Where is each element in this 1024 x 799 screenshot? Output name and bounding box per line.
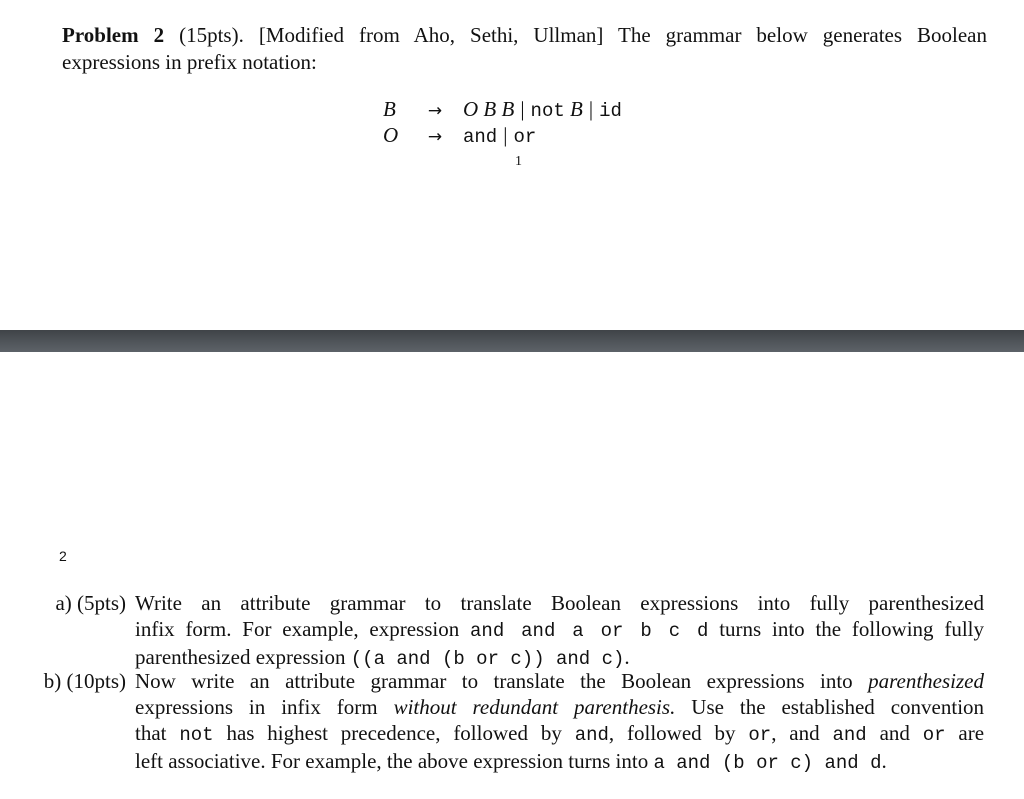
- part-a-label: a) (5pts): [55, 591, 126, 615]
- grammar-rule-b: B → O B B | not B | id: [383, 97, 622, 122]
- produces-arrow: →: [427, 127, 443, 147]
- page-number: 2: [59, 548, 67, 564]
- problem-statement: [62, 22, 987, 76]
- grammar-rule-o: O → and | or: [383, 123, 537, 148]
- part-b-body: Now write an attribute grammar to translate the Boolean expressions into parenthesized expressions in infix form without redundant parenthesis. Use the established convention that not has highest precedence, followed by and, followed by or, and and and or are left associative. For example, the above expression turns into a and (b or c) and d.: [135, 669, 985, 774]
- problem-title: Problem 2: [62, 23, 165, 47]
- page-separator: [0, 330, 1024, 352]
- minimal-parenthesis-expression-code: a and (b or c) and d: [653, 752, 882, 774]
- problem-intro-line-1: Problem 2 (15pts). [Modified from Aho, Sethi, Ullman] The grammar below generates Boolean: [62, 23, 988, 47]
- parenthesized-expression-code: ((a and (b or c)) and c): [350, 648, 625, 670]
- example-expression-code: and and a or b c d: [470, 620, 709, 642]
- grammar-rules: [383, 97, 622, 149]
- document-page-1: [0, 0, 1024, 330]
- page-number: 1: [515, 154, 522, 169]
- problem-intro-line-2: expressions in prefix notation:: [62, 50, 317, 74]
- produces-arrow: →: [427, 101, 443, 121]
- document-page-2: [0, 352, 1024, 799]
- part-a-body: Write an attribute grammar to translate Boolean expressions into fully parenthesized infix form. For example, expression and and a or b c d turns into the following fully parenthesized expression ((a and (b or c)) and c).: [135, 591, 984, 670]
- part-b-label: b) (10pts): [43, 669, 126, 693]
